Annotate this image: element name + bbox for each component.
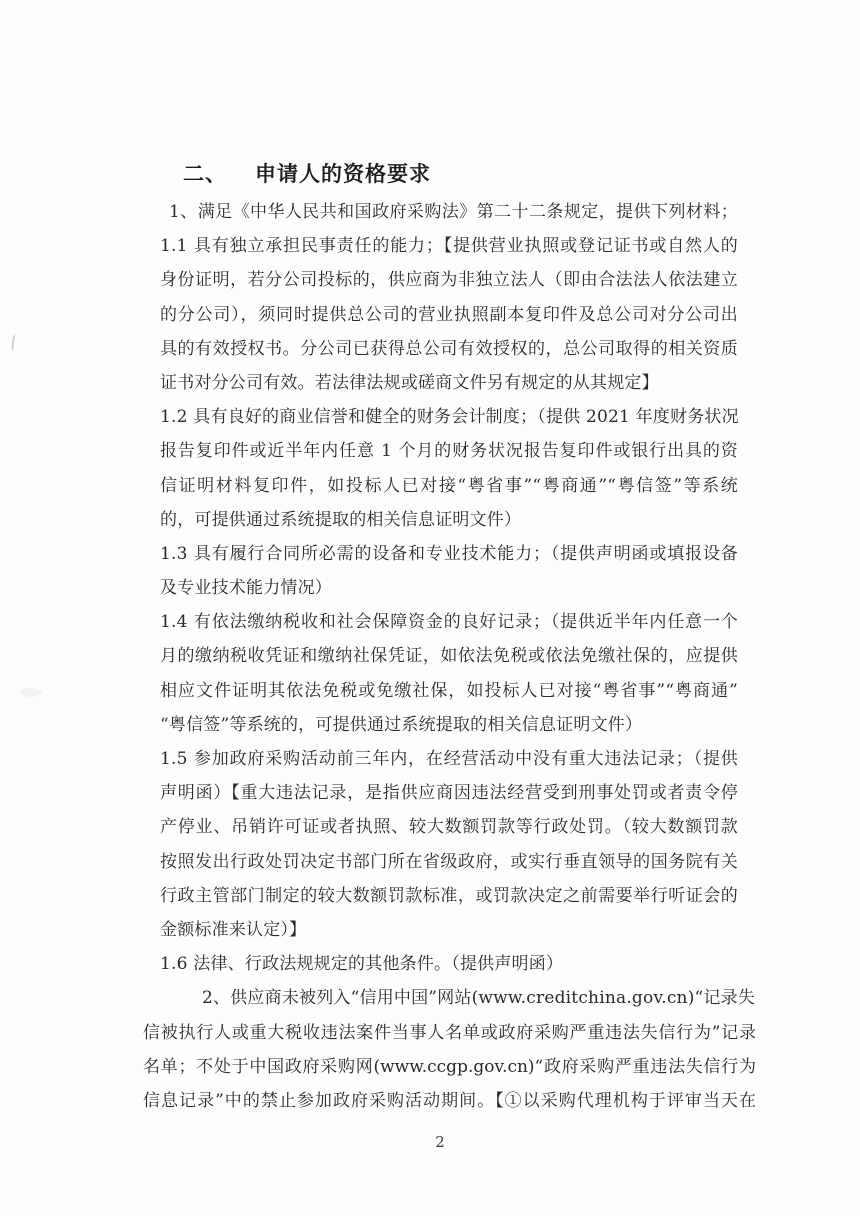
text-line: 1.5 参加政府采购活动前三年内，在经营活动中没有重大违法记录；（提供 — [160, 749, 738, 769]
text-line: 声明函）【重大违法记录，是指供应商因违法经营受到刑事处罚或者责令停 — [160, 783, 738, 804]
text-line: 按照发出行政处罚决定书部门所在省级政府，或实行垂直领导的国务院有关 — [160, 851, 738, 872]
text-line: 信证明材料复印件，如投标人已对接“粤省事”“粤商通”“粤信签”等系统 — [160, 475, 738, 496]
text-line: 1.1 具有独立承担民事责任的能力；【提供营业执照或登记证书或自然人的 — [160, 236, 738, 257]
text-line: 1.3 具有履行合同所必需的设备和专业技术能力；（提供声明函或填报设备 — [160, 543, 738, 564]
text-line: 信息记录”中的禁止参加政府采购活动期间。【①以采购代理机构于评审当天在 — [143, 1090, 756, 1111]
text-line: “粤信签”等系统的，可提供通过系统提取的相关信息证明文件） — [160, 714, 643, 735]
text-line: 具的有效授权书。分公司已获得总公司有效授权的，总公司取得的相关资质 — [160, 338, 738, 359]
text-line: 1.6 法律、行政法规规定的其他条件。（提供声明函） — [160, 954, 564, 975]
section-heading — [160, 160, 738, 195]
text-line: 名单；不处于中国政府采购网(www.ccgp.gov.cn)“政府采购严重违法失信行为 — [143, 1056, 756, 1077]
text-line: 月的缴纳税收凭证和缴纳社保凭证，如依法免税或依法免缴社保的，应提供 — [160, 646, 738, 667]
text-line: 行政主管部门制定的较大数额罚款标准，或罚款决定之前需要举行听证会的 — [160, 885, 738, 906]
text-line: 的分公司），须同时提供总公司的营业执照副本复印件及总公司对分公司出 — [160, 304, 738, 325]
text-line: 报告复印件或近半年内任意 1 个月的财务状况报告复印件或银行出具的资 — [160, 441, 738, 462]
text-line: 2、供应商未被列入“信用中国”网站(www.creditchina.gov.cn)“记录失 — [202, 988, 756, 1009]
text-line: 身份证明，若分公司投标的，供应商为非独立法人（即由合法法人依法建立 — [160, 270, 738, 291]
text-line: 相应文件证明其依法免税或免缴社保，如投标人已对接“粤省事”“粤商通” — [160, 680, 738, 701]
text-line: 1、满足《中华人民共和国政府采购法》第二十二条规定，提供下列材料； — [169, 202, 738, 222]
section-title: 申请人的资格要求 — [255, 162, 431, 186]
page-number: 2 — [435, 1133, 445, 1151]
text-line: 金额标准来认定）】 — [160, 919, 307, 940]
text-line: 信被执行人或重大税收违法案件当事人名单或政府采购严重违法失信行为”记录 — [143, 1022, 756, 1043]
document-body — [143, 160, 756, 1118]
text-line: 产停业、吊销许可证或者执照、较大数额罚款等行政处罚。（较大数额罚款 — [160, 817, 738, 838]
text-line: 证书对分公司有效。若法律法规或磋商文件另有规定的从其规定】 — [160, 372, 659, 393]
text-line: 1.2 具有良好的商业信誉和健全的财务会计制度；（提供 2021 年度财务状况 — [160, 407, 739, 428]
text-line: 的，可提供通过系统提取的相关信息证明文件） — [160, 509, 522, 530]
scan-smudge — [20, 688, 42, 697]
text-line: 及专业技术能力情况） — [160, 578, 332, 599]
section-number: 二、 — [183, 162, 227, 186]
scan-artifact — [11, 334, 18, 351]
text-line: 1.4 有依法缴纳税收和社会保障资金的良好记录；（提供近半年内任意一个 — [160, 612, 738, 633]
